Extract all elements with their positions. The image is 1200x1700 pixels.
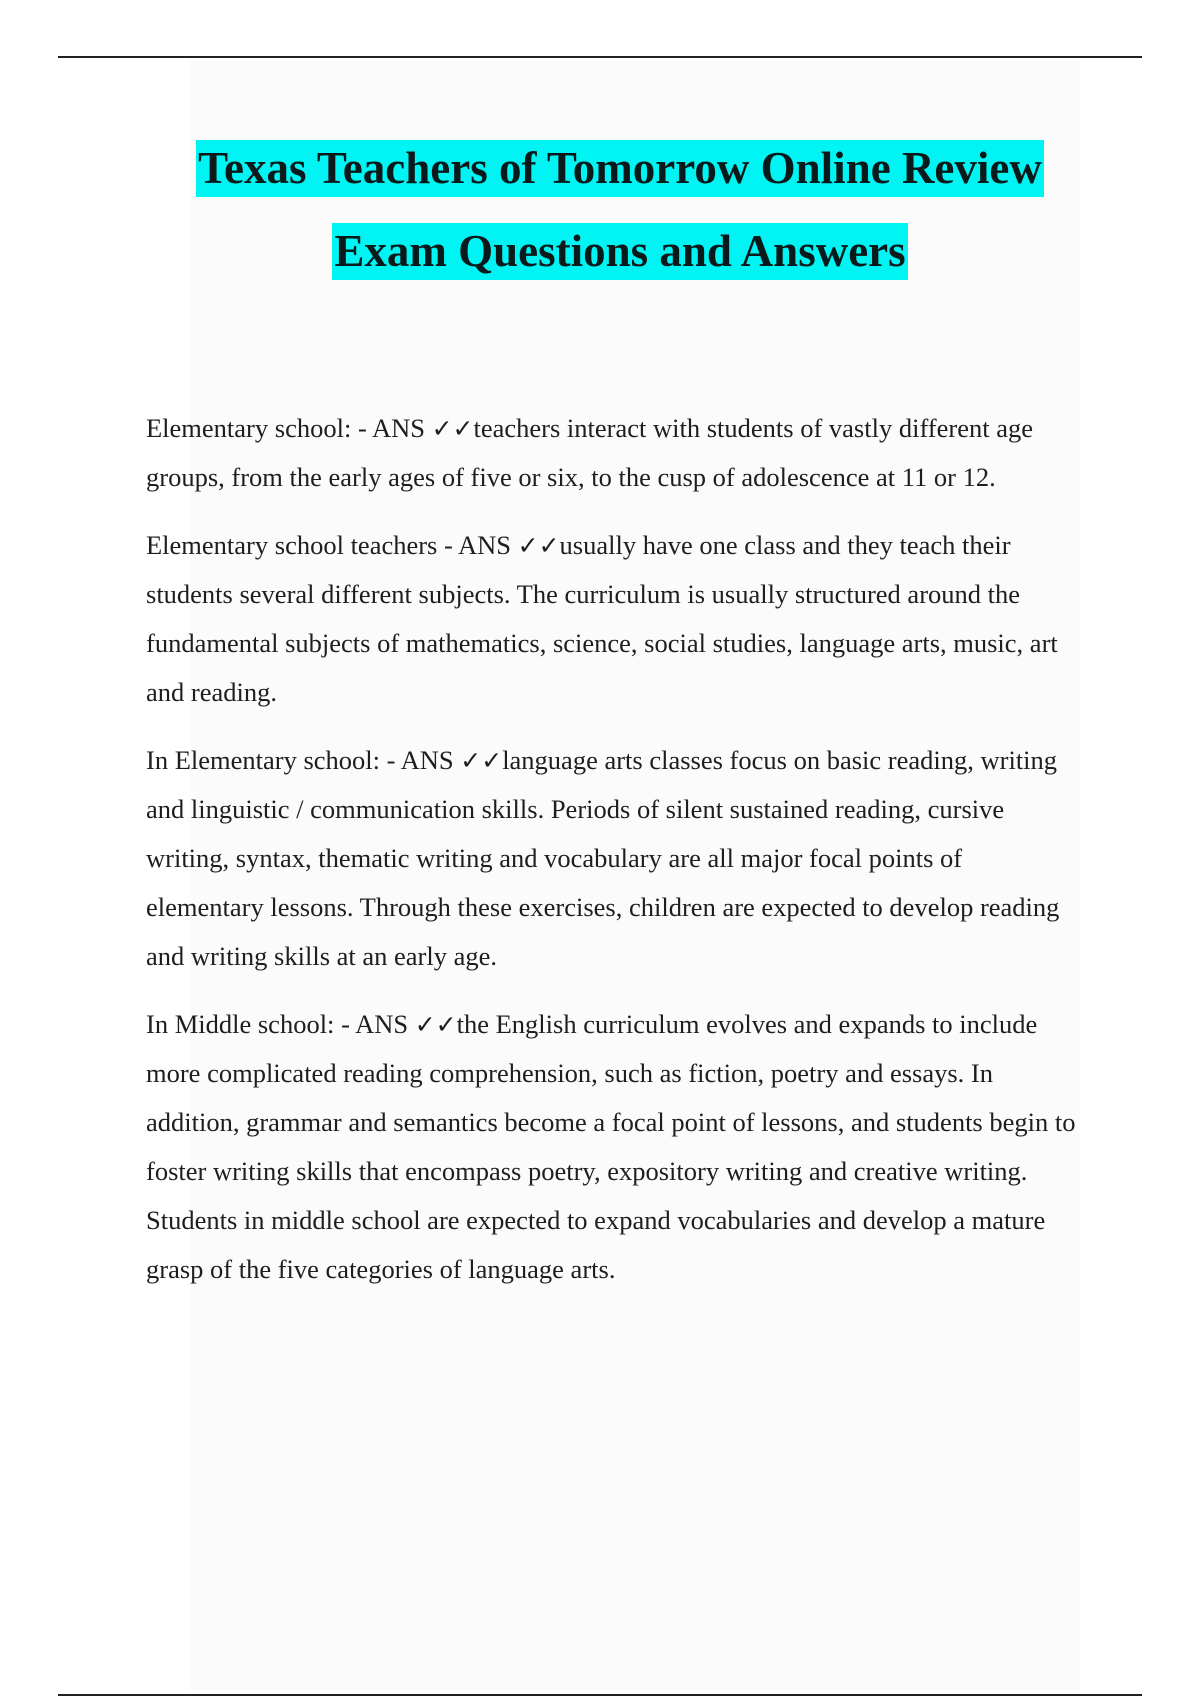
ans-label: ANS <box>371 413 425 443</box>
qa-answer: usually have one class and they teach their students several different subjects. The curriculum is usually structured around the fundamental subjects of mathematics, science, social studies, language arts, music, art and reading. <box>146 530 1058 707</box>
qa-separator: - <box>334 1009 356 1039</box>
qa-term: In Elementary school: <box>146 745 381 775</box>
document-title <box>60 140 1180 280</box>
title-line-2: Exam Questions and Answers <box>332 223 907 280</box>
qa-item <box>146 404 1086 502</box>
title-line-1: Texas Teachers of Tomorrow Online Review <box>196 140 1044 197</box>
footer-rule <box>58 1694 1142 1696</box>
qa-answer: language arts classes focus on basic reading, writing and linguistic / communication skills. Periods of silent sustained reading, cursive writing, syntax, thematic writing and vocabulary are all major focal points of elementary lessons. Through these exercises, children are expected to develop reading and writing skills at an early age. <box>146 745 1060 971</box>
qa-list <box>146 404 1086 1313</box>
ans-label: ANS <box>400 745 454 775</box>
double-check-icon: ✓✓ <box>460 746 503 775</box>
qa-separator: - <box>351 413 372 443</box>
qa-term: Elementary school: <box>146 413 352 443</box>
qa-item <box>146 1000 1086 1294</box>
qa-separator: - <box>380 745 401 775</box>
double-check-icon: ✓✓ <box>414 1010 457 1039</box>
double-check-icon: ✓✓ <box>517 531 560 560</box>
qa-term: In Middle school: <box>146 1009 335 1039</box>
qa-term: Elementary school teachers <box>146 530 438 560</box>
qa-answer: the English curriculum evolves and expands to include more complicated reading comprehension, such as fiction, poetry and essays. In addition, grammar and semantics become a focal point of lessons, and students begin to foster writing skills that encompass poetry, expository writing and creative writing. Students in middle school are expected to expand vocabularies and develop a mature grasp of the five categories of language arts. <box>146 1009 1076 1284</box>
ans-label: ANS <box>458 530 512 560</box>
header-rule <box>58 56 1142 58</box>
qa-answer: teachers interact with students of vastly different age groups, from the early ages of five or six, to the cusp of adolescence at 11 or 12. <box>146 413 1033 492</box>
qa-item <box>146 736 1086 981</box>
ans-label: ANS <box>355 1009 409 1039</box>
qa-separator: - <box>437 530 458 560</box>
double-check-icon: ✓✓ <box>431 414 474 443</box>
qa-item <box>146 521 1086 717</box>
